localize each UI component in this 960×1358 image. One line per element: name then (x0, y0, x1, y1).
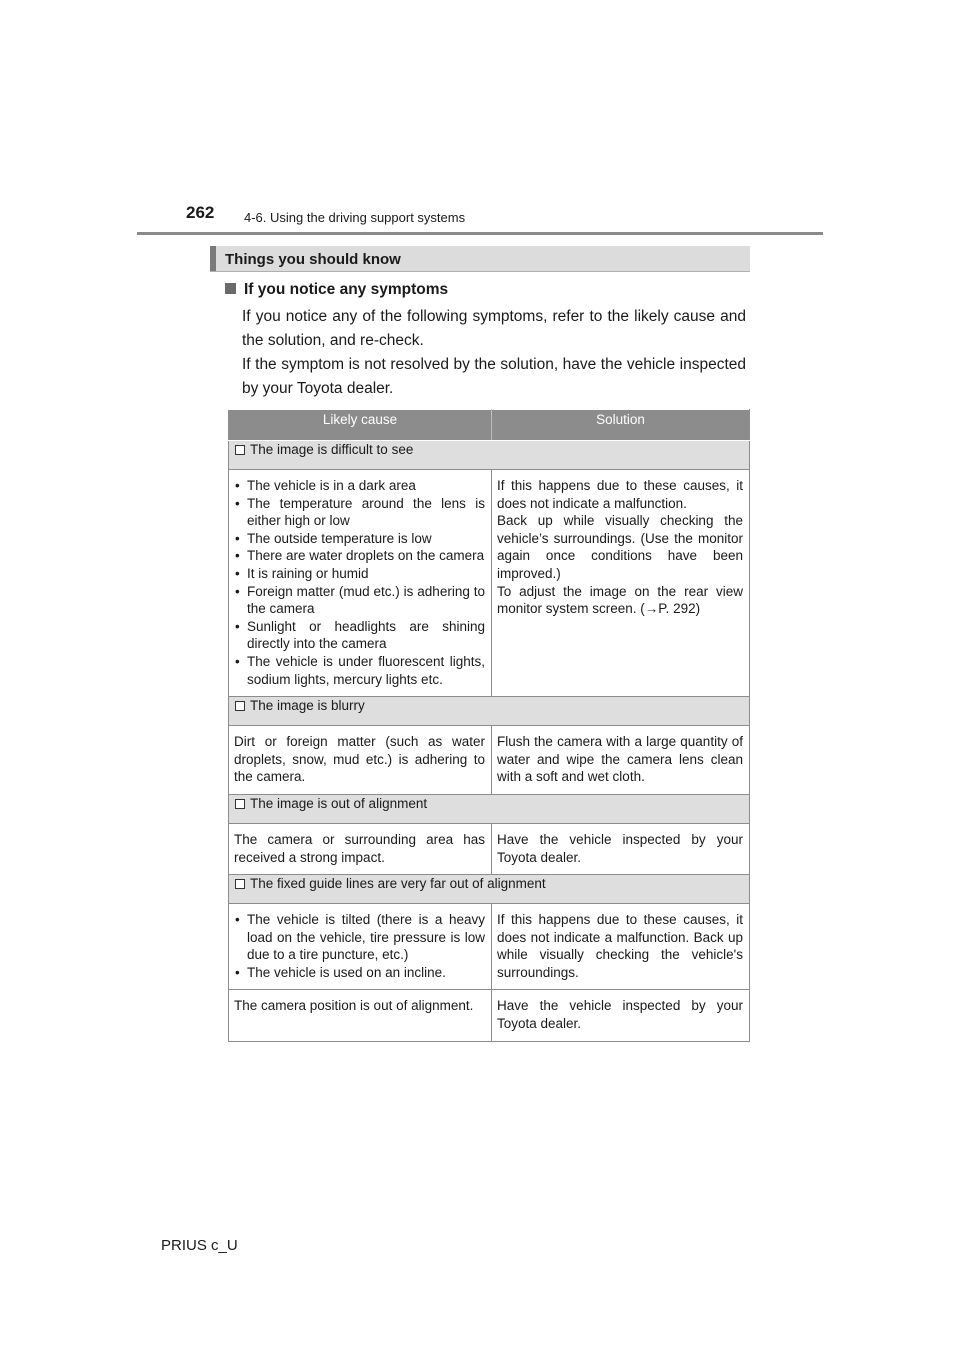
cause-cell: The camera or surrounding area has received a strong impact. (229, 823, 492, 874)
list-item: • The outside temperature is low (234, 530, 485, 548)
list-item: • It is raining or humid (234, 565, 485, 583)
table-row (229, 726, 750, 795)
table-header-row (229, 410, 750, 441)
group-row (229, 794, 750, 823)
column-header-cause: Likely cause (229, 410, 492, 441)
solution-text-c (497, 583, 743, 618)
group-row (229, 441, 750, 470)
group-title-guide-lines (229, 875, 750, 904)
arrow-right-icon: → (644, 601, 659, 617)
footer-model-code: PRIUS c_U (161, 1237, 238, 1254)
page-number: 262 (186, 203, 215, 222)
cause-list (234, 477, 485, 688)
solution-cell: Have the vehicle inspected by your Toyota dealer. (492, 823, 750, 874)
table-row (229, 470, 750, 697)
things-you-should-know-bar (210, 246, 750, 272)
square-bullet-icon (225, 283, 236, 294)
list-item: • The vehicle is tilted (there is a heavy load on the vehicle, tire pressure is low due to a tire puncture, etc.) (234, 911, 485, 964)
list-item: • The vehicle is used on an incline. (234, 964, 485, 982)
bar-accent (210, 246, 216, 271)
symptoms-paragraph-1: If you notice any of the following symptoms, refer to the likely cause and the solution, and re-check. (242, 308, 746, 349)
solution-text-b: Back up while visually checking the vehicle’s surroundings. (Use the monitor again once conditions have been improved.) (497, 513, 743, 581)
group-title-text: The image is blurry (250, 698, 365, 714)
know-bar-label: Things you should know (225, 251, 401, 268)
symptoms-heading (225, 281, 448, 299)
list-item: • Foreign matter (mud etc.) is adhering to the camera (234, 583, 485, 618)
solution-cell: If this happens due to these causes, it does not indicate a malfunction. Back up while visually checking the vehicle's surroundings. (492, 904, 750, 990)
checkbox-icon (235, 701, 245, 711)
group-title-text: The image is difficult to see (250, 442, 414, 457)
solution-cell: Flush the camera with a large quantity of water and wipe the camera lens clean with a soft and wet cloth. (492, 726, 750, 795)
symptoms-paragraph-2: If the symptom is not resolved by the solution, have the vehicle inspected by your Toyota dealer. (242, 356, 746, 397)
solution-cell: Have the vehicle inspected by your Toyota dealer. (492, 990, 750, 1041)
list-item: • The temperature around the lens is either high or low (234, 495, 485, 530)
list-item: • The vehicle is under fluorescent lights, sodium lights, mercury lights etc. (234, 653, 485, 688)
table-row (229, 904, 750, 990)
group-title-text: The fixed guide lines are very far out of alignment (250, 876, 546, 892)
cause-cell: Dirt or foreign matter (such as water droplets, snow, mud etc.) is adhering to the camera. (229, 726, 492, 795)
solution-text-a: If this happens due to these causes, it does not indicate a malfunction. (497, 478, 743, 511)
table-row (229, 990, 750, 1041)
checkbox-icon (235, 445, 245, 455)
group-row (229, 875, 750, 904)
column-header-solution: Solution (492, 410, 750, 441)
list-item: • Sunlight or headlights are shining directly into the camera (234, 618, 485, 653)
page-reference-link[interactable]: P. 292) (658, 601, 701, 617)
section-title: 4-6. Using the driving support systems (244, 210, 466, 225)
checkbox-icon (235, 879, 245, 889)
cause-cell: The camera position is out of alignment. (229, 990, 492, 1041)
checkbox-icon (235, 799, 245, 809)
group-title-difficult-to-see (229, 441, 750, 470)
cause-cell (229, 470, 492, 697)
list-item: • The vehicle is in a dark area (234, 477, 485, 495)
solution-text-c-main: To adjust the image on the rear view monitor system screen. ( (497, 583, 743, 617)
table-row (229, 823, 750, 874)
group-title-blurry (229, 697, 750, 726)
symptoms-heading-text: If you notice any symptoms (244, 281, 449, 298)
cause-list (234, 911, 485, 981)
header-rule (137, 232, 823, 235)
group-title-text: The image is out of alignment (250, 795, 428, 811)
group-row (229, 697, 750, 726)
list-item: • There are water droplets on the camera (234, 547, 485, 565)
solution-cell (492, 470, 750, 697)
troubleshooting-table (228, 409, 750, 1042)
cause-cell (229, 904, 492, 990)
group-title-out-of-alignment (229, 794, 750, 823)
